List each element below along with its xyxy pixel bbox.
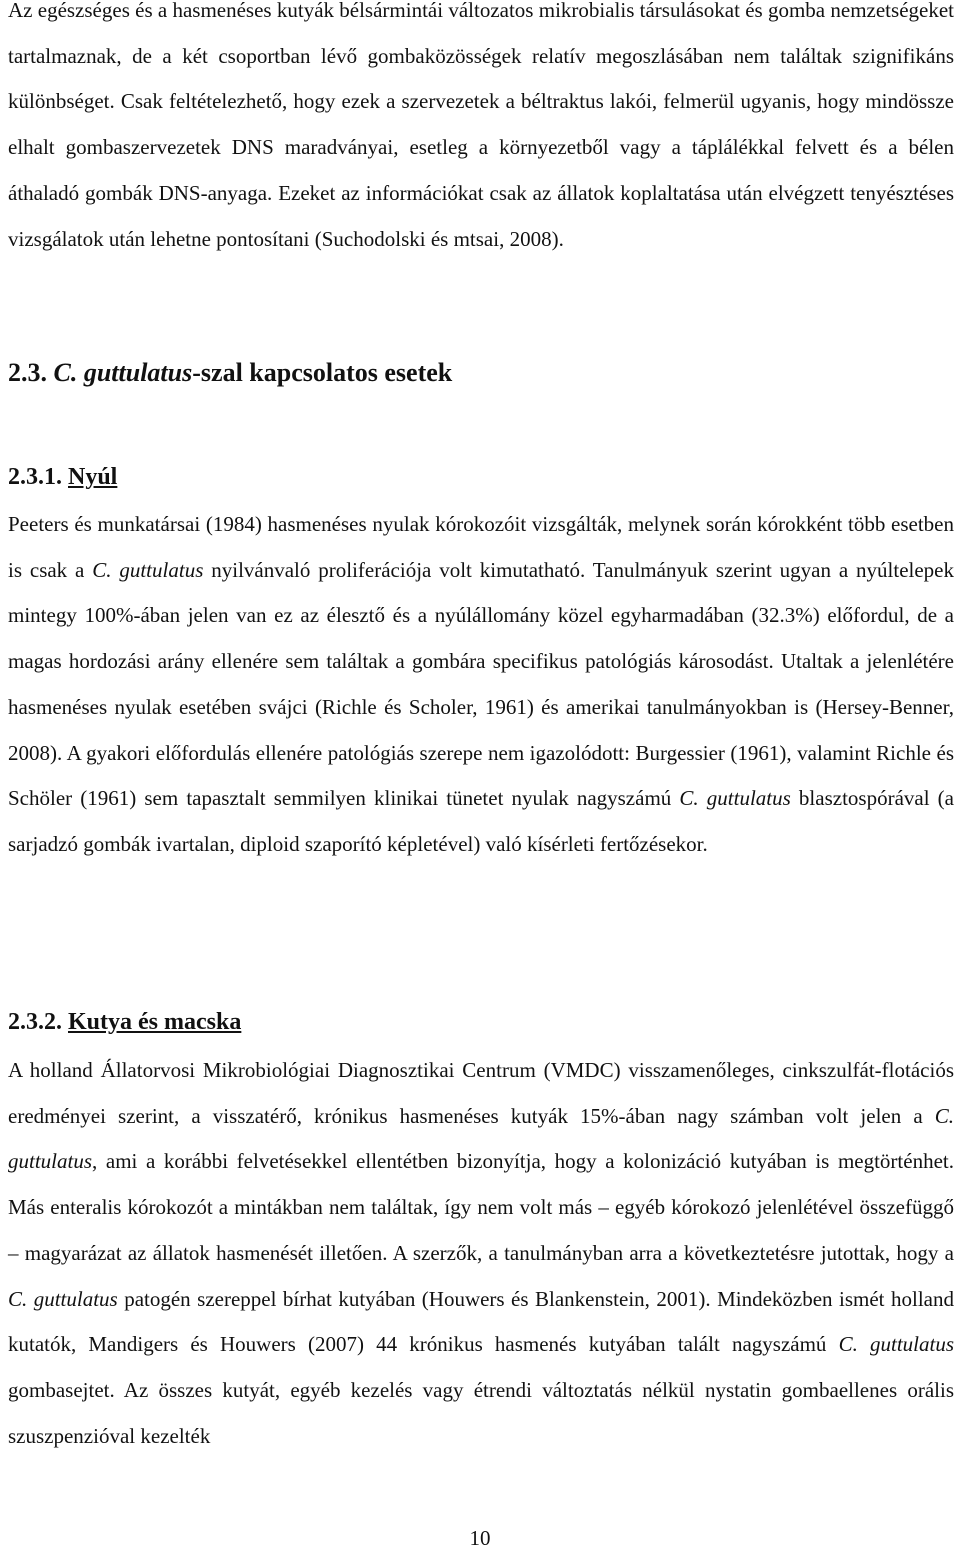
text-run: , ami a korábbi felvetésekkel ellentétben bizonyítja, hogy a kolonizáció kutyában is megtörténhet. Más enteralis kórokozót a mintákban nem találtak, így nem volt más – egyéb kórokozó jelenlétével összefüggő – magyarázat az állatok hasmenését illetően. A szerzők, a tanulmányban arra a következtetésre jutottak, hogy a bbox=[8, 1149, 954, 1265]
section-species: guttulatus bbox=[83, 358, 193, 387]
text-run: blasztospórával (a sarjadzó gombák ivartalan, diploid szaporító képletével) való kísérleti fertőzésekor. bbox=[8, 786, 954, 856]
section-number: 2.3. bbox=[8, 358, 47, 387]
section-heading bbox=[8, 353, 452, 393]
subsection-number: 2.3.1. bbox=[8, 464, 62, 490]
text-run: A holland Állatorvosi Mikrobiológiai Diagnosztikai Centrum (VMDC) visszamenőleges, cinkszulfát-flotációs eredményei szerint, a visszatérő, krónikus hasmenéses kutyák 15%-ában nagy számban volt jelen a bbox=[8, 1058, 954, 1128]
page-number: 10 bbox=[469, 1526, 491, 1550]
text-run: gombasejtet. Az összes kutyát, egyéb kezelés vagy étrendi változtatás nélkül nystatin gombaellenes orális szuszpenzióval kezelték bbox=[8, 1377, 954, 1448]
text-run: patogén szereppel bírhat kutyában (Houwers és Blankenstein, 2001). Mindeközben ismét holland kutatók, Mandigers és Houwers (2007) 44 krónikus hasmenés kutyában talált nagyszámú bbox=[8, 1286, 954, 1357]
species-name: C. guttulatus bbox=[8, 1286, 118, 1311]
species-name: C. guttulatus bbox=[8, 1103, 954, 1174]
paragraph-fungal-communities: Az egészséges és a hasmenéses kutyák bélsármintái változatos mikrobialis társulásokat és gomba nemzetségeket tartalmaznak, de a két csoportban lévő gombaközösségek relatív megoszlásában nem találtak szignifikáns különbséget. Csak feltételezhető, hogy ezek a szervezetek a béltraktus lakói, felmerül ugyanis, hogy mindössze elhalt gombaszervezetek DNS maradványai, esetleg a környezetből vagy a táplálékkal felvett és a bélen áthaladó gombák DNS-anyaga. Ezeket az információkat csak az állatok koplaltatása után elvégzett tenyésztéses vizsgálatok után lehetne pontosítani (Suchodolski és mtsai, 2008). bbox=[8, 0, 954, 251]
subsection-heading-dog-cat bbox=[8, 1005, 241, 1039]
species-name: C. guttulatus bbox=[92, 557, 204, 582]
species-name: C. guttulatus bbox=[679, 786, 791, 811]
subsection-title: Nyúl bbox=[68, 464, 118, 490]
paragraph-block-2 bbox=[8, 502, 954, 868]
text-run: nyilvánvaló proliferációja volt kimutatható. Tanulmányuk szerint ugyan a nyúltelepek mintegy 100%-ában jelen van ez az élesztő és a nyúlállomány közel egyharmadában (32.3%) előfordul, de a magas hordozási arány ellenére sem találtak a gombára specifikus patológiás károsodást. Utaltak a jelenlétére hasmenéses nyulak esetében svájci (Richle és Scholer, 1961) és amerikai tanulmányokban is (Hersey-Benner, 2008). A gyakori előfordulás ellenére patológiás szerepe nem igazolódott: Burgessier (1961), valamint Richle és Schöler (1961) sem tapasztalt semmilyen klinikai tünetet nyulak nagyszámú bbox=[8, 557, 954, 811]
text-run: Peeters és munkatársai (1984) hasmenéses nyulak kórokozóit vizsgálták, melynek során kórokként több esetben is csak a bbox=[8, 512, 954, 582]
species-name: C. guttulatus bbox=[838, 1332, 954, 1357]
paragraph-block-1 bbox=[8, 0, 954, 262]
paragraph-block-3 bbox=[8, 1048, 954, 1459]
subsection-heading-rabbit bbox=[8, 460, 117, 494]
paragraph-dog-cat bbox=[8, 1048, 954, 1459]
section-genus: C. bbox=[53, 358, 78, 387]
section-title-rest: -szal kapcsolatos esetek bbox=[192, 358, 453, 387]
subsection-number: 2.3.2. bbox=[8, 1009, 62, 1035]
paragraph-rabbit bbox=[8, 502, 954, 868]
subsection-title: Kutya és macska bbox=[68, 1009, 242, 1035]
